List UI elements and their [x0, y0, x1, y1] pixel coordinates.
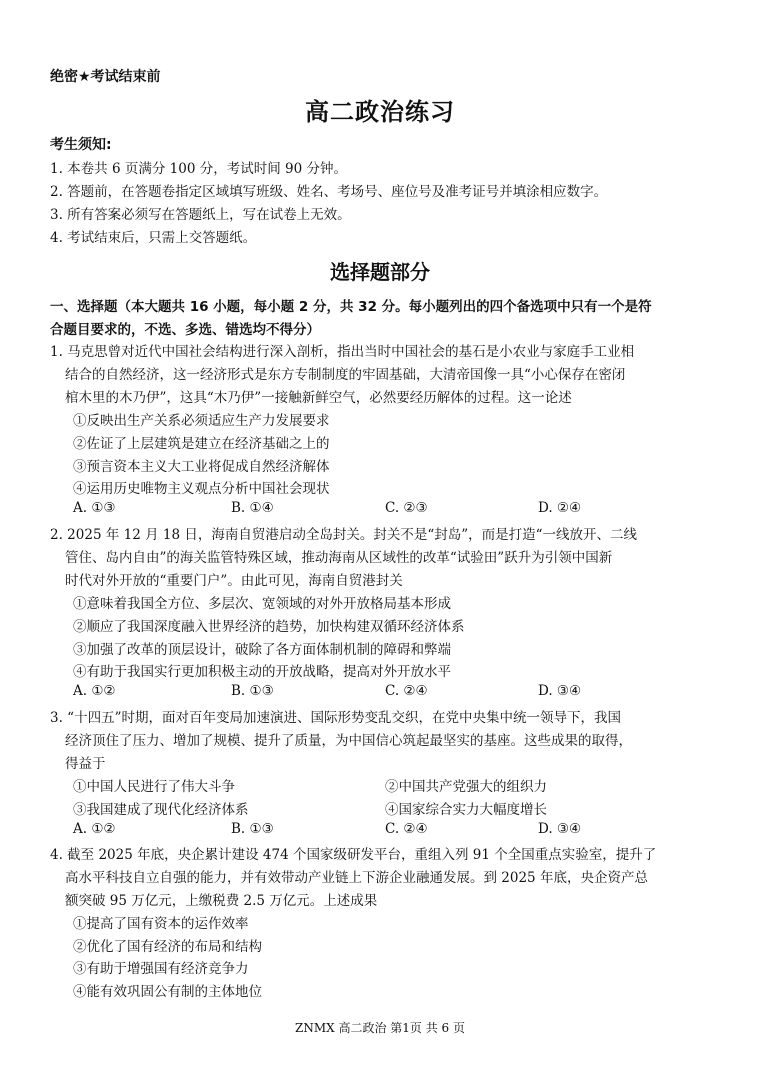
- statement: ③我国建成了现代化经济体系: [73, 802, 249, 818]
- question-text: 2. 2025 年 12 月 18 日，海南自贸港启动全岛封关。封关不是“封岛”，而是打造“一线放开、二线: [50, 527, 638, 543]
- question-text: 棺木里的木乃伊”，这具“木乃伊”一接触新鲜空气，必然要经历解体的过程。这一论述: [65, 390, 572, 406]
- option-b: B. ①③: [231, 821, 274, 837]
- option-c: C. ②④: [385, 683, 428, 699]
- statement: ④运用历史唯物主义观点分析中国社会现状: [73, 481, 330, 497]
- page-title: 高二政治练习: [305, 98, 455, 126]
- statement: ③预言资本主义大工业将促成自然经济解体: [73, 459, 330, 475]
- statement: ③有助于增强国有经济竞争力: [73, 961, 249, 977]
- option-a: A. ①③: [73, 500, 116, 516]
- statement: ④有助于我国实行更加积极主动的开放战略，提高对外开放水平: [73, 664, 451, 680]
- statement: ②优化了国有经济的布局和结构: [73, 939, 262, 955]
- statement: ①反映出生产关系必须适应生产力发展要求: [73, 413, 330, 429]
- notice-heading: 考生须知:: [50, 137, 112, 153]
- section-instruction: 一、选择题（本大题共 16 小题，每小题 2 分，共 32 分。每小题列出的四个备选项中只有一个是符: [50, 299, 652, 315]
- notice-item: 2. 答题前，在答题卷指定区域填写班级、姓名、考场号、座位号及准考证号并填涂相应数字。: [50, 184, 608, 200]
- option-b: B. ①④: [231, 500, 274, 516]
- option-a: A. ①②: [73, 683, 116, 699]
- question-text: 时代对外开放的“重要门户”。由此可见，海南自贸港封关: [65, 573, 403, 589]
- option-c: C. ②③: [385, 500, 428, 516]
- notice-item: 1. 本卷共 6 页满分 100 分，考试时间 90 分钟。: [50, 161, 347, 177]
- option-b: B. ①③: [231, 683, 274, 699]
- statement: ③加强了改革的顶层设计，破除了各方面体制机制的障碍和弊端: [73, 642, 451, 658]
- statement: ②中国共产党强大的组织力: [385, 779, 547, 795]
- question-text: 高水平科技自立自强的能力，并有效带动产业链上下游企业融通发展。到 2025 年底，央企资产总: [65, 870, 648, 886]
- statement: ④国家综合实力大幅度增长: [385, 802, 547, 818]
- statement: ①中国人民进行了伟大斗争: [73, 779, 235, 795]
- statement: ②佐证了上层建筑是建立在经济基础之上的: [73, 436, 330, 452]
- question-text: 4. 截至 2025 年底，央企累计建设 474 个国家级研发平台，重组入列 91 个全国重点实验室，提升了: [50, 847, 657, 863]
- notice-item: 4. 考试结束后，只需上交答题纸。: [50, 230, 257, 246]
- option-c: C. ②④: [385, 821, 428, 837]
- question-text: 得益于: [65, 756, 106, 772]
- question-text: 3. “十四五”时期，面对百年变局加速演进、国际形势变乱交织，在党中央集中统一领导下，我国: [50, 710, 621, 726]
- question-text: 经济顶住了压力、增加了规模、提升了质量，为中国信心筑起最坚实的基座。这些成果的取得，: [65, 733, 632, 749]
- section-instruction: 合题目要求的，不选、多选、错选均不得分）: [50, 322, 320, 338]
- question-text: 管住、岛内自由”的海关监管特殊区域，推动海南从区域性的改革“试验田”跃升为引领中国新: [65, 550, 613, 566]
- option-d: D. ③④: [538, 821, 582, 837]
- option-a: A. ①②: [73, 821, 116, 837]
- statement: ①提高了国有资本的运作效率: [73, 916, 249, 932]
- page-footer: ZNMX 高二政治 第1页 共 6 页: [294, 1021, 465, 1035]
- notice-item: 3. 所有答案必须写在答题纸上，写在试卷上无效。: [50, 207, 351, 223]
- option-d: D. ②④: [538, 500, 582, 516]
- statement: ④能有效巩固公有制的主体地位: [73, 984, 262, 1000]
- statement: ①意味着我国全方位、多层次、宽领域的对外开放格局基本形成: [73, 596, 451, 612]
- confidential-label: 绝密★考试结束前: [50, 69, 161, 85]
- question-text: 结合的自然经济，这一经济形式是东方专制制度的牢固基础，大清帝国像一具“小心保存在密闭: [65, 367, 626, 383]
- statement: ②顺应了我国深度融入世界经济的趋势，加快构建双循环经济体系: [73, 619, 465, 635]
- question-text: 额突破 95 万亿元，上缴税费 2.5 万亿元。上述成果: [65, 893, 378, 909]
- option-d: D. ③④: [538, 683, 582, 699]
- section-title: 选择题部分: [330, 260, 430, 284]
- question-text: 1. 马克思曾对近代中国社会结构进行深入剖析，指出当时中国社会的基石是小农业与家庭手工业相: [50, 344, 635, 360]
